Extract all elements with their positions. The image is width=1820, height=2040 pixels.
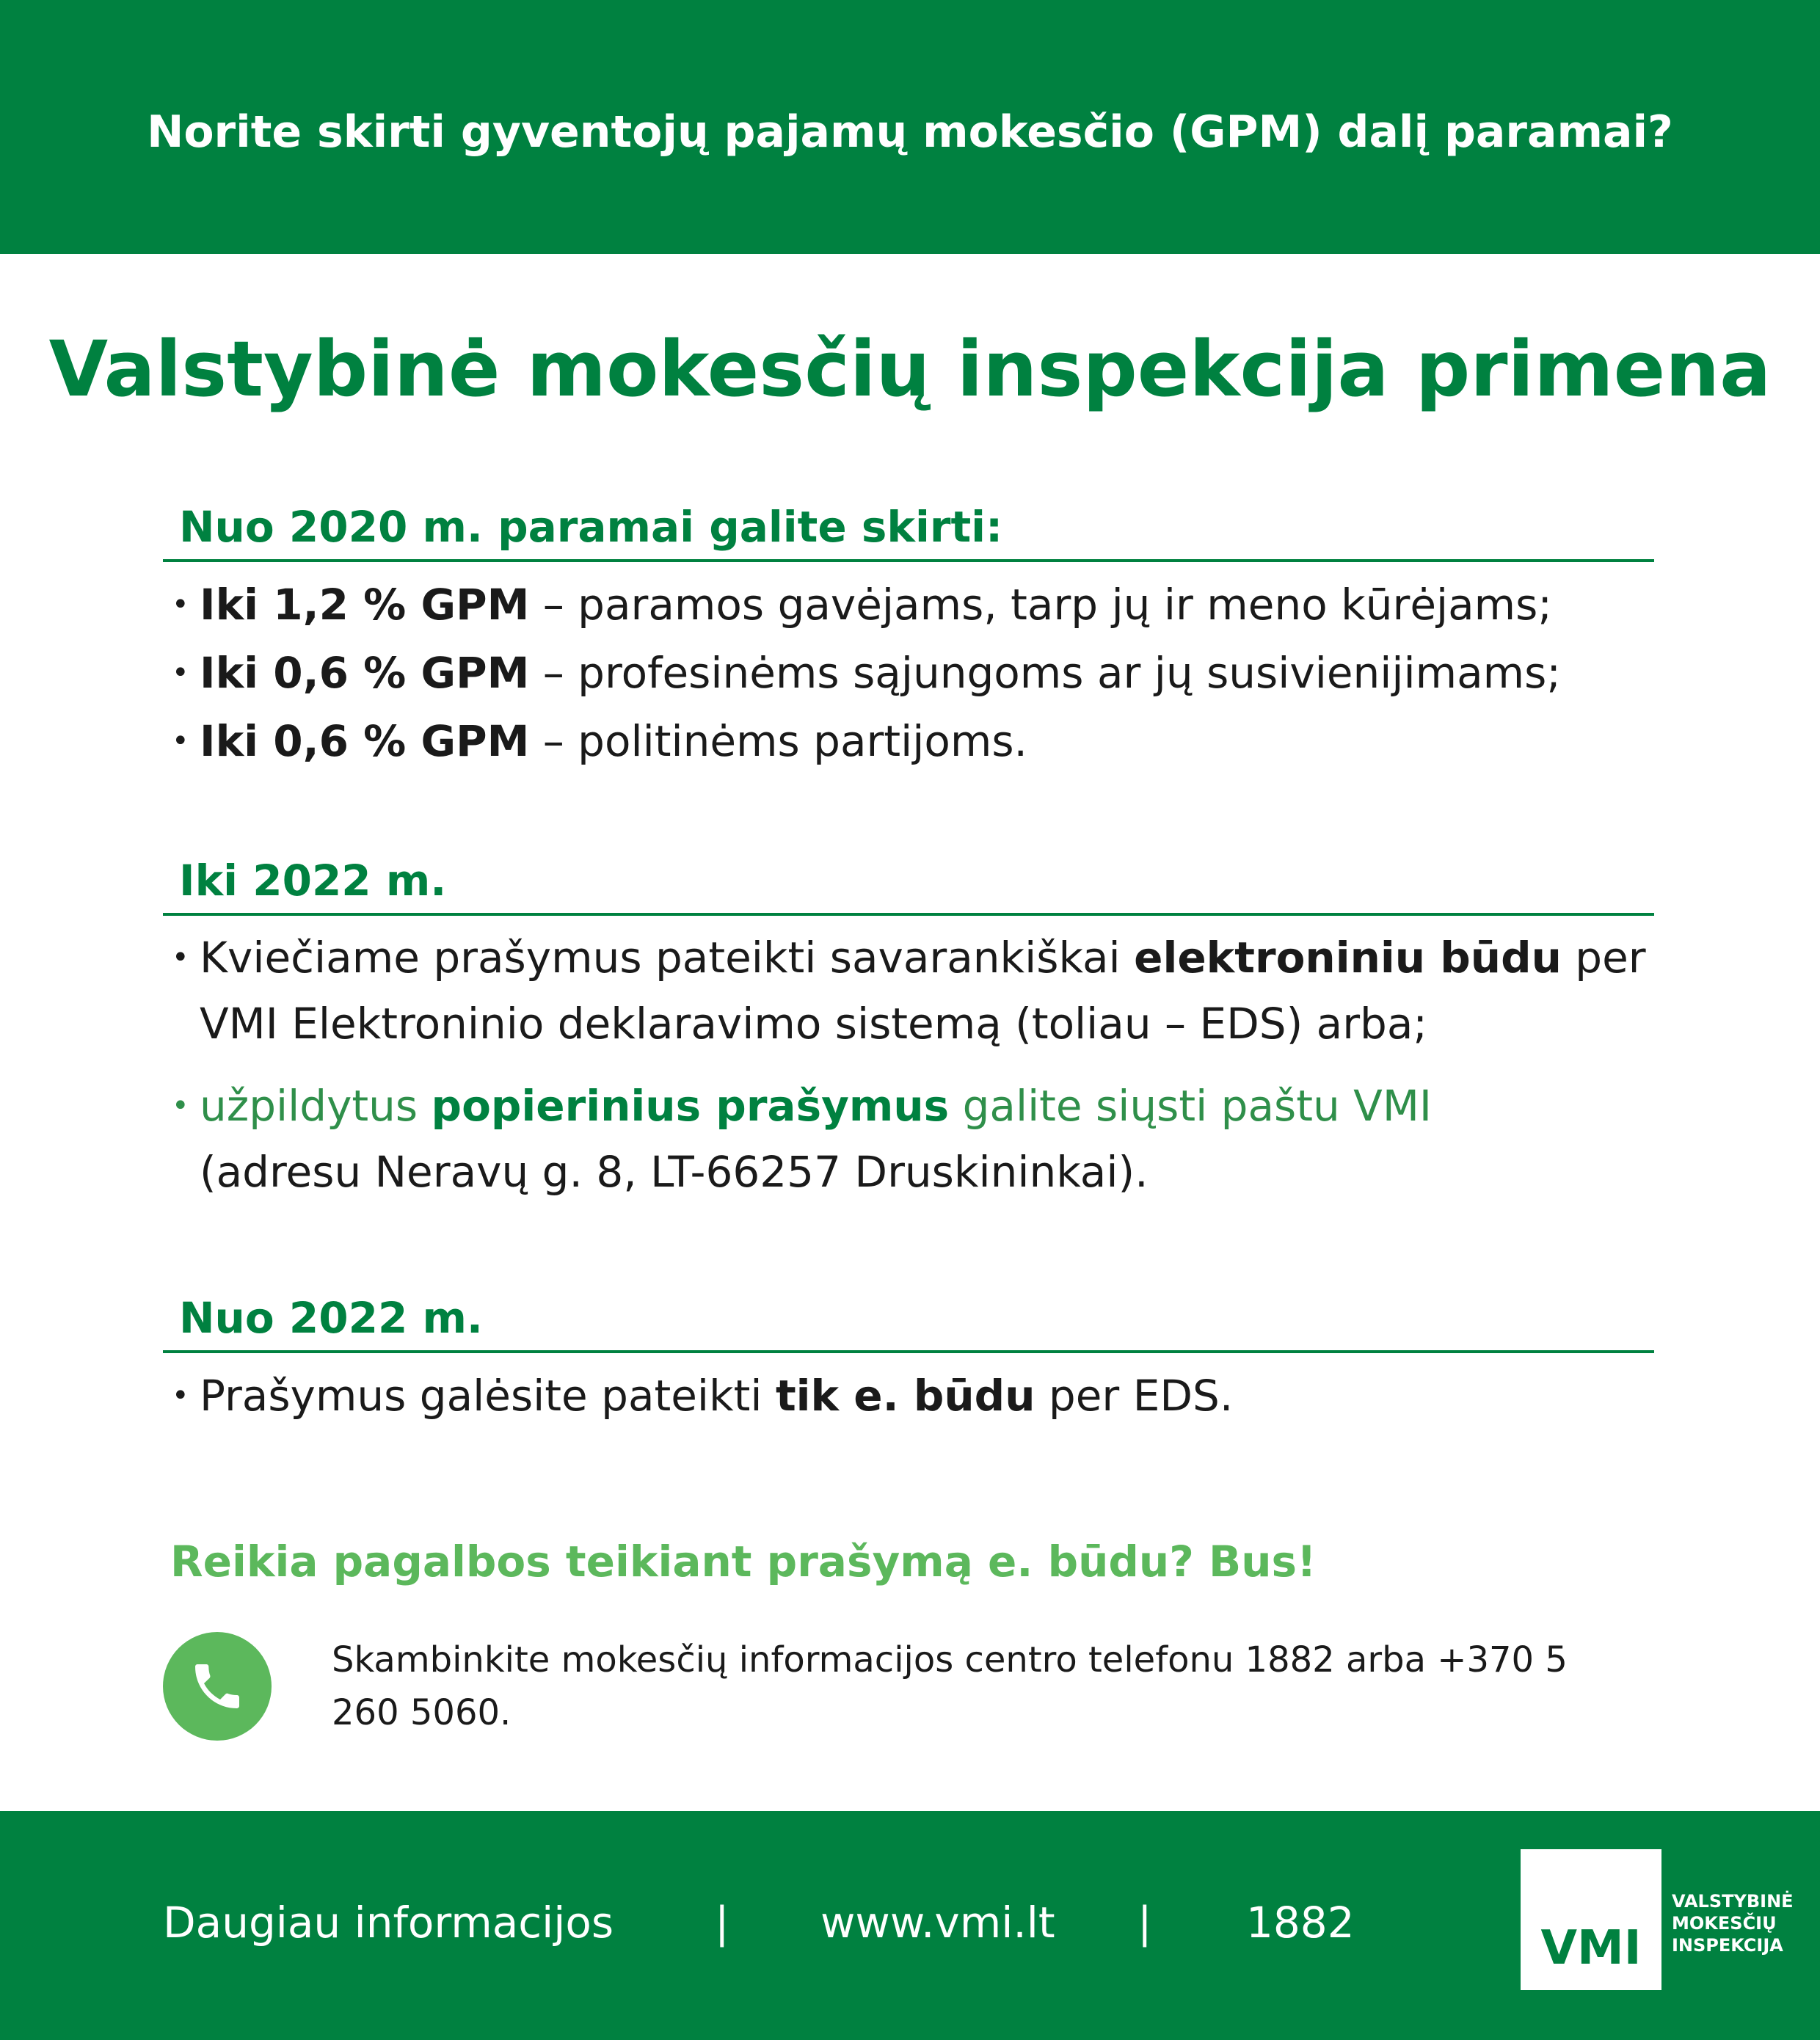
- item-text: per EDS.: [1035, 1371, 1234, 1421]
- section-from-2020: [163, 498, 1654, 776]
- list-item: [163, 1073, 1654, 1205]
- logo-text: [1672, 1890, 1816, 1956]
- section-heading-2020: Nuo 2020 m. paramai galite skirti:: [163, 498, 1654, 562]
- item-text: Prašymus galėsite pateikti: [200, 1371, 776, 1421]
- list-2020: [163, 571, 1654, 776]
- header-banner: [0, 0, 1820, 254]
- item-text: per VMI Elektroninio deklaravimo sistemą (toliau – EDS) arba;: [200, 933, 1646, 1049]
- list-item: [163, 571, 1654, 639]
- footer-more-info: Daugiau informacijos: [163, 1898, 614, 1948]
- footer-separator: |: [715, 1898, 729, 1948]
- list-until-2022: [163, 925, 1654, 1205]
- page-title: Valstybinė mokesčių inspekcija primena: [48, 324, 1772, 414]
- footer-website-link[interactable]: www.vmi.lt: [820, 1898, 1055, 1948]
- item-bold: tik e. būdu: [775, 1371, 1035, 1421]
- section-heading-until-2022: Iki 2022 m.: [163, 851, 1654, 916]
- item-bold: Iki 0,6 % GPM: [200, 716, 530, 766]
- phone-icon: [163, 1632, 272, 1741]
- list-item: [163, 639, 1654, 707]
- phone-icon-glyph: [188, 1657, 247, 1716]
- header-question: Norite skirti gyventojų pajamų mokesčio (GPM) dalį paramai?: [147, 106, 1673, 158]
- list-item: [163, 925, 1653, 1057]
- item-text: – profesinėms sąjungoms ar jų susivienijimams;: [529, 648, 1561, 698]
- logo-line: INSPEKCIJA: [1672, 1935, 1783, 1956]
- footer: [0, 1811, 1820, 2040]
- item-bold: Iki 1,2 % GPM: [200, 580, 530, 630]
- logo-line: VALSTYBINĖ: [1672, 1891, 1794, 1912]
- logo-line: MOKESČIŲ: [1672, 1913, 1777, 1934]
- item-bold: elektroniniu būdu: [1134, 933, 1562, 983]
- section-until-2022: [163, 851, 1654, 1205]
- section-from-2022: [163, 1289, 1654, 1430]
- vmi-logo: [1521, 1849, 1661, 1990]
- item-text: galite siųsti paštu VMI: [949, 1081, 1432, 1131]
- logo-letters: VMI: [1540, 1921, 1642, 1975]
- help-heading: Reikia pagalbos teikiant prašymą e. būdu? Bus!: [170, 1537, 1317, 1587]
- footer-separator: |: [1138, 1898, 1152, 1948]
- footer-phone: 1882: [1246, 1898, 1355, 1948]
- item-bold: Iki 0,6 % GPM: [200, 648, 530, 698]
- list-item: [163, 1362, 1654, 1430]
- help-text: Skambinkite mokesčių informacijos centro telefonu 1882 arba +370 5 260 5060.: [332, 1639, 1568, 1733]
- item-bold: popierinius prašymus: [431, 1081, 950, 1131]
- item-address: (adresu Neravų g. 8, LT-66257 Druskininkai).: [200, 1147, 1149, 1197]
- section-heading-from-2022: Nuo 2022 m.: [163, 1289, 1654, 1353]
- list-item: [163, 707, 1654, 776]
- list-from-2022: [163, 1362, 1654, 1430]
- item-text: – paramos gavėjams, tarp jų ir meno kūrėjams;: [529, 580, 1552, 630]
- item-text: – politinėms partijoms.: [529, 716, 1027, 766]
- item-text: Kviečiame prašymus pateikti savarankiškai: [200, 933, 1135, 983]
- item-text: užpildytus: [200, 1081, 432, 1131]
